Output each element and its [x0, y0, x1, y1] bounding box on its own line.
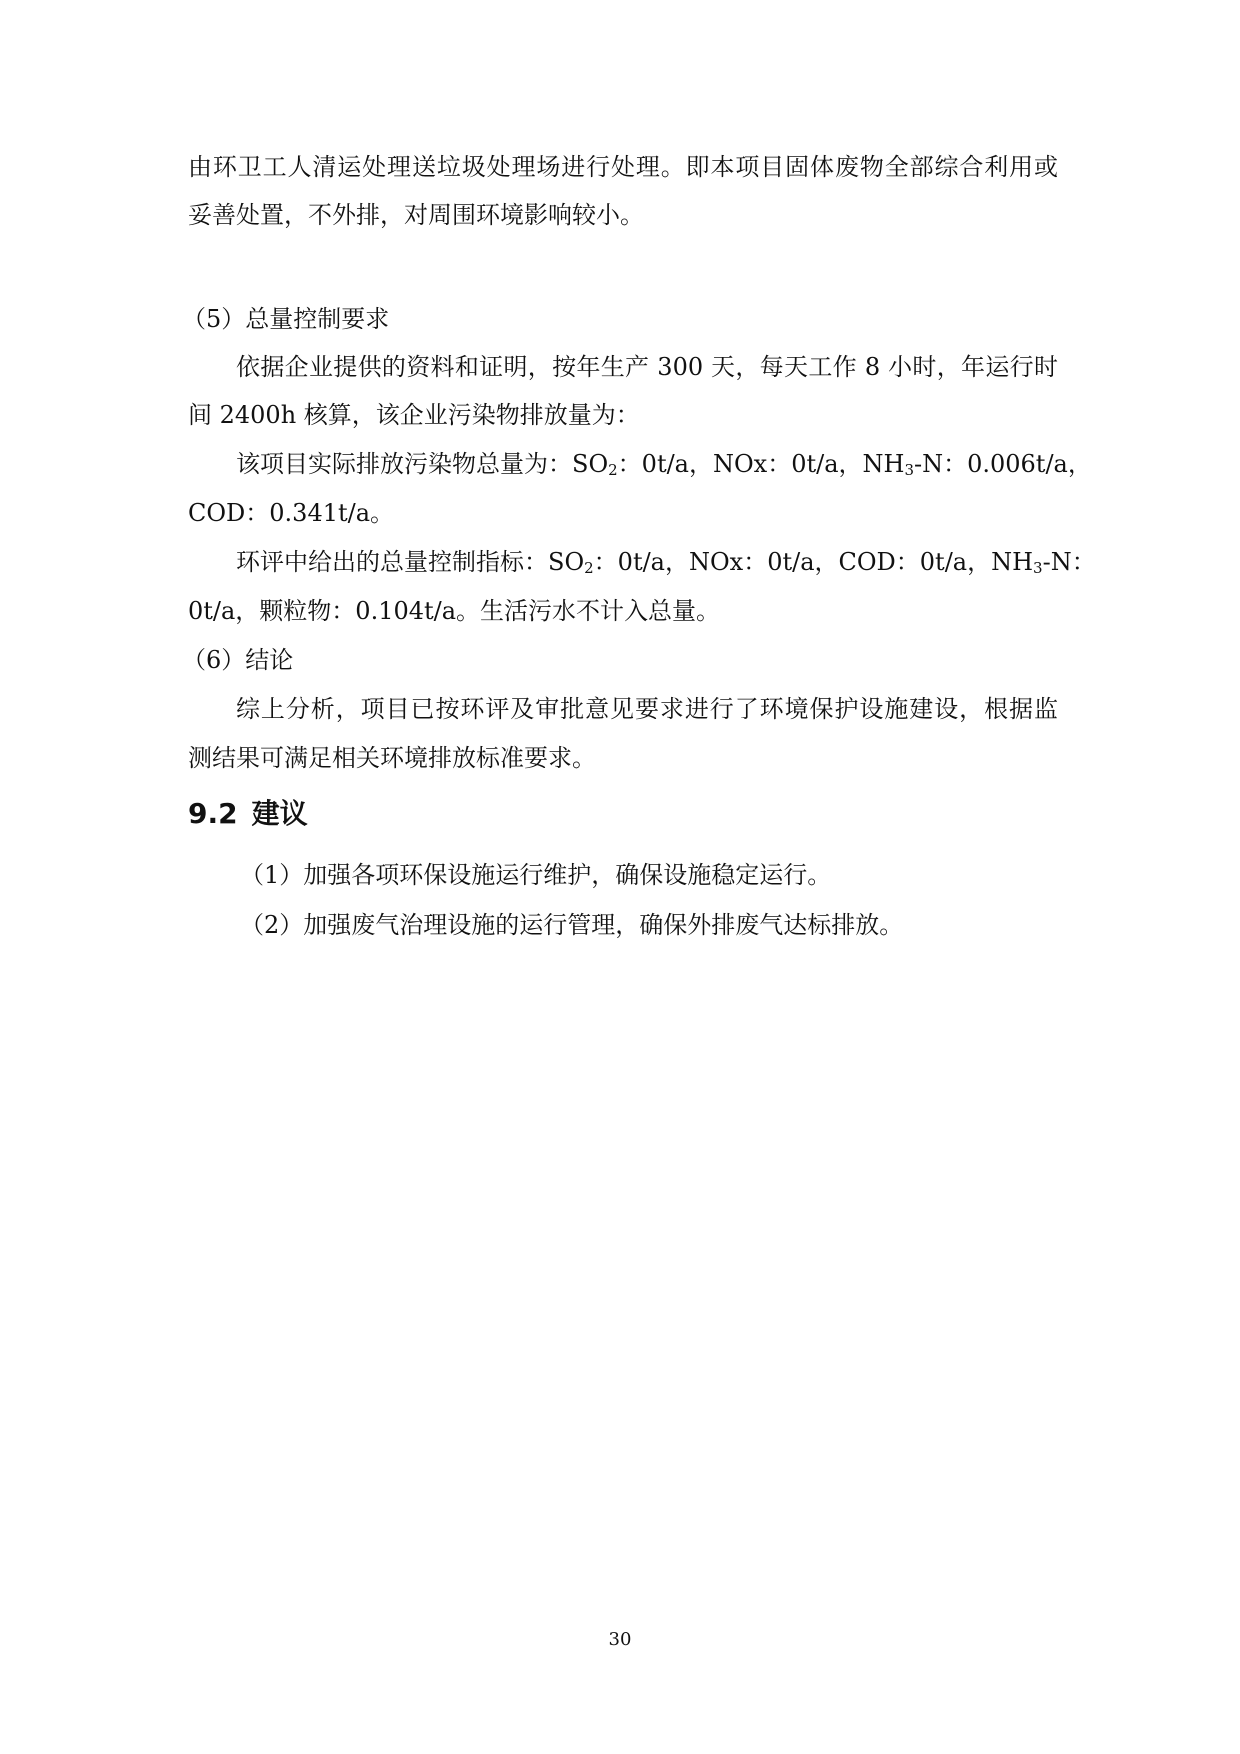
section-title: 建议	[251, 797, 308, 830]
actual-emission-line-2: COD：0.341t/a。	[188, 499, 395, 527]
eia-limit-line-1: 环评中给出的总量控制指标：$SO_2$：0t/a，NOx：0t/a，COD：0t/a，$NH_3-N$：	[236, 548, 1096, 577]
page-number: 30	[608, 1629, 632, 1650]
total-control-heading: （5）总量控制要求	[182, 305, 390, 333]
solid-waste-line-2: 妥善处置，不外排，对周围环境影响较小。	[188, 201, 644, 229]
suggestion-item-2: （2）加强废气治理设施的运行管理，确保外排废气达标排放。	[240, 911, 904, 939]
actual-emission-line-1: 该项目实际排放污染物总量为：$SO_2$：0t/a，NOx：0t/a，$NH_3-N$：0.006t/a，	[236, 450, 1092, 479]
eia-limit-line-2: 0t/a，颗粒物：0.104t/a。生活污水不计入总量。	[188, 597, 721, 625]
suggestion-item-1: （1）加强各项环保设施运行维护，确保设施稳定运行。	[240, 861, 832, 889]
conclusion-line-1: 综上分析，项目已按环评及审批意见要求进行了环境保护设施建设，根据监	[236, 695, 1058, 723]
conclusion-line-2: 测结果可满足相关环境排放标准要求。	[188, 744, 596, 772]
section-number: 9.2	[188, 797, 238, 830]
basis-line-2: 间 2400h 核算，该企业污染物排放量为：	[188, 401, 640, 429]
conclusion-heading: （6）结论	[182, 646, 294, 674]
basis-line-1: 依据企业提供的资料和证明，按年生产 300 天，每天工作 8 小时，年运行时	[236, 353, 1058, 381]
section-heading-9-2	[188, 796, 308, 832]
solid-waste-line-1: 由环卫工人清运处理送垃圾处理场进行处理。即本项目固体废物全部综合利用或	[188, 153, 1058, 181]
